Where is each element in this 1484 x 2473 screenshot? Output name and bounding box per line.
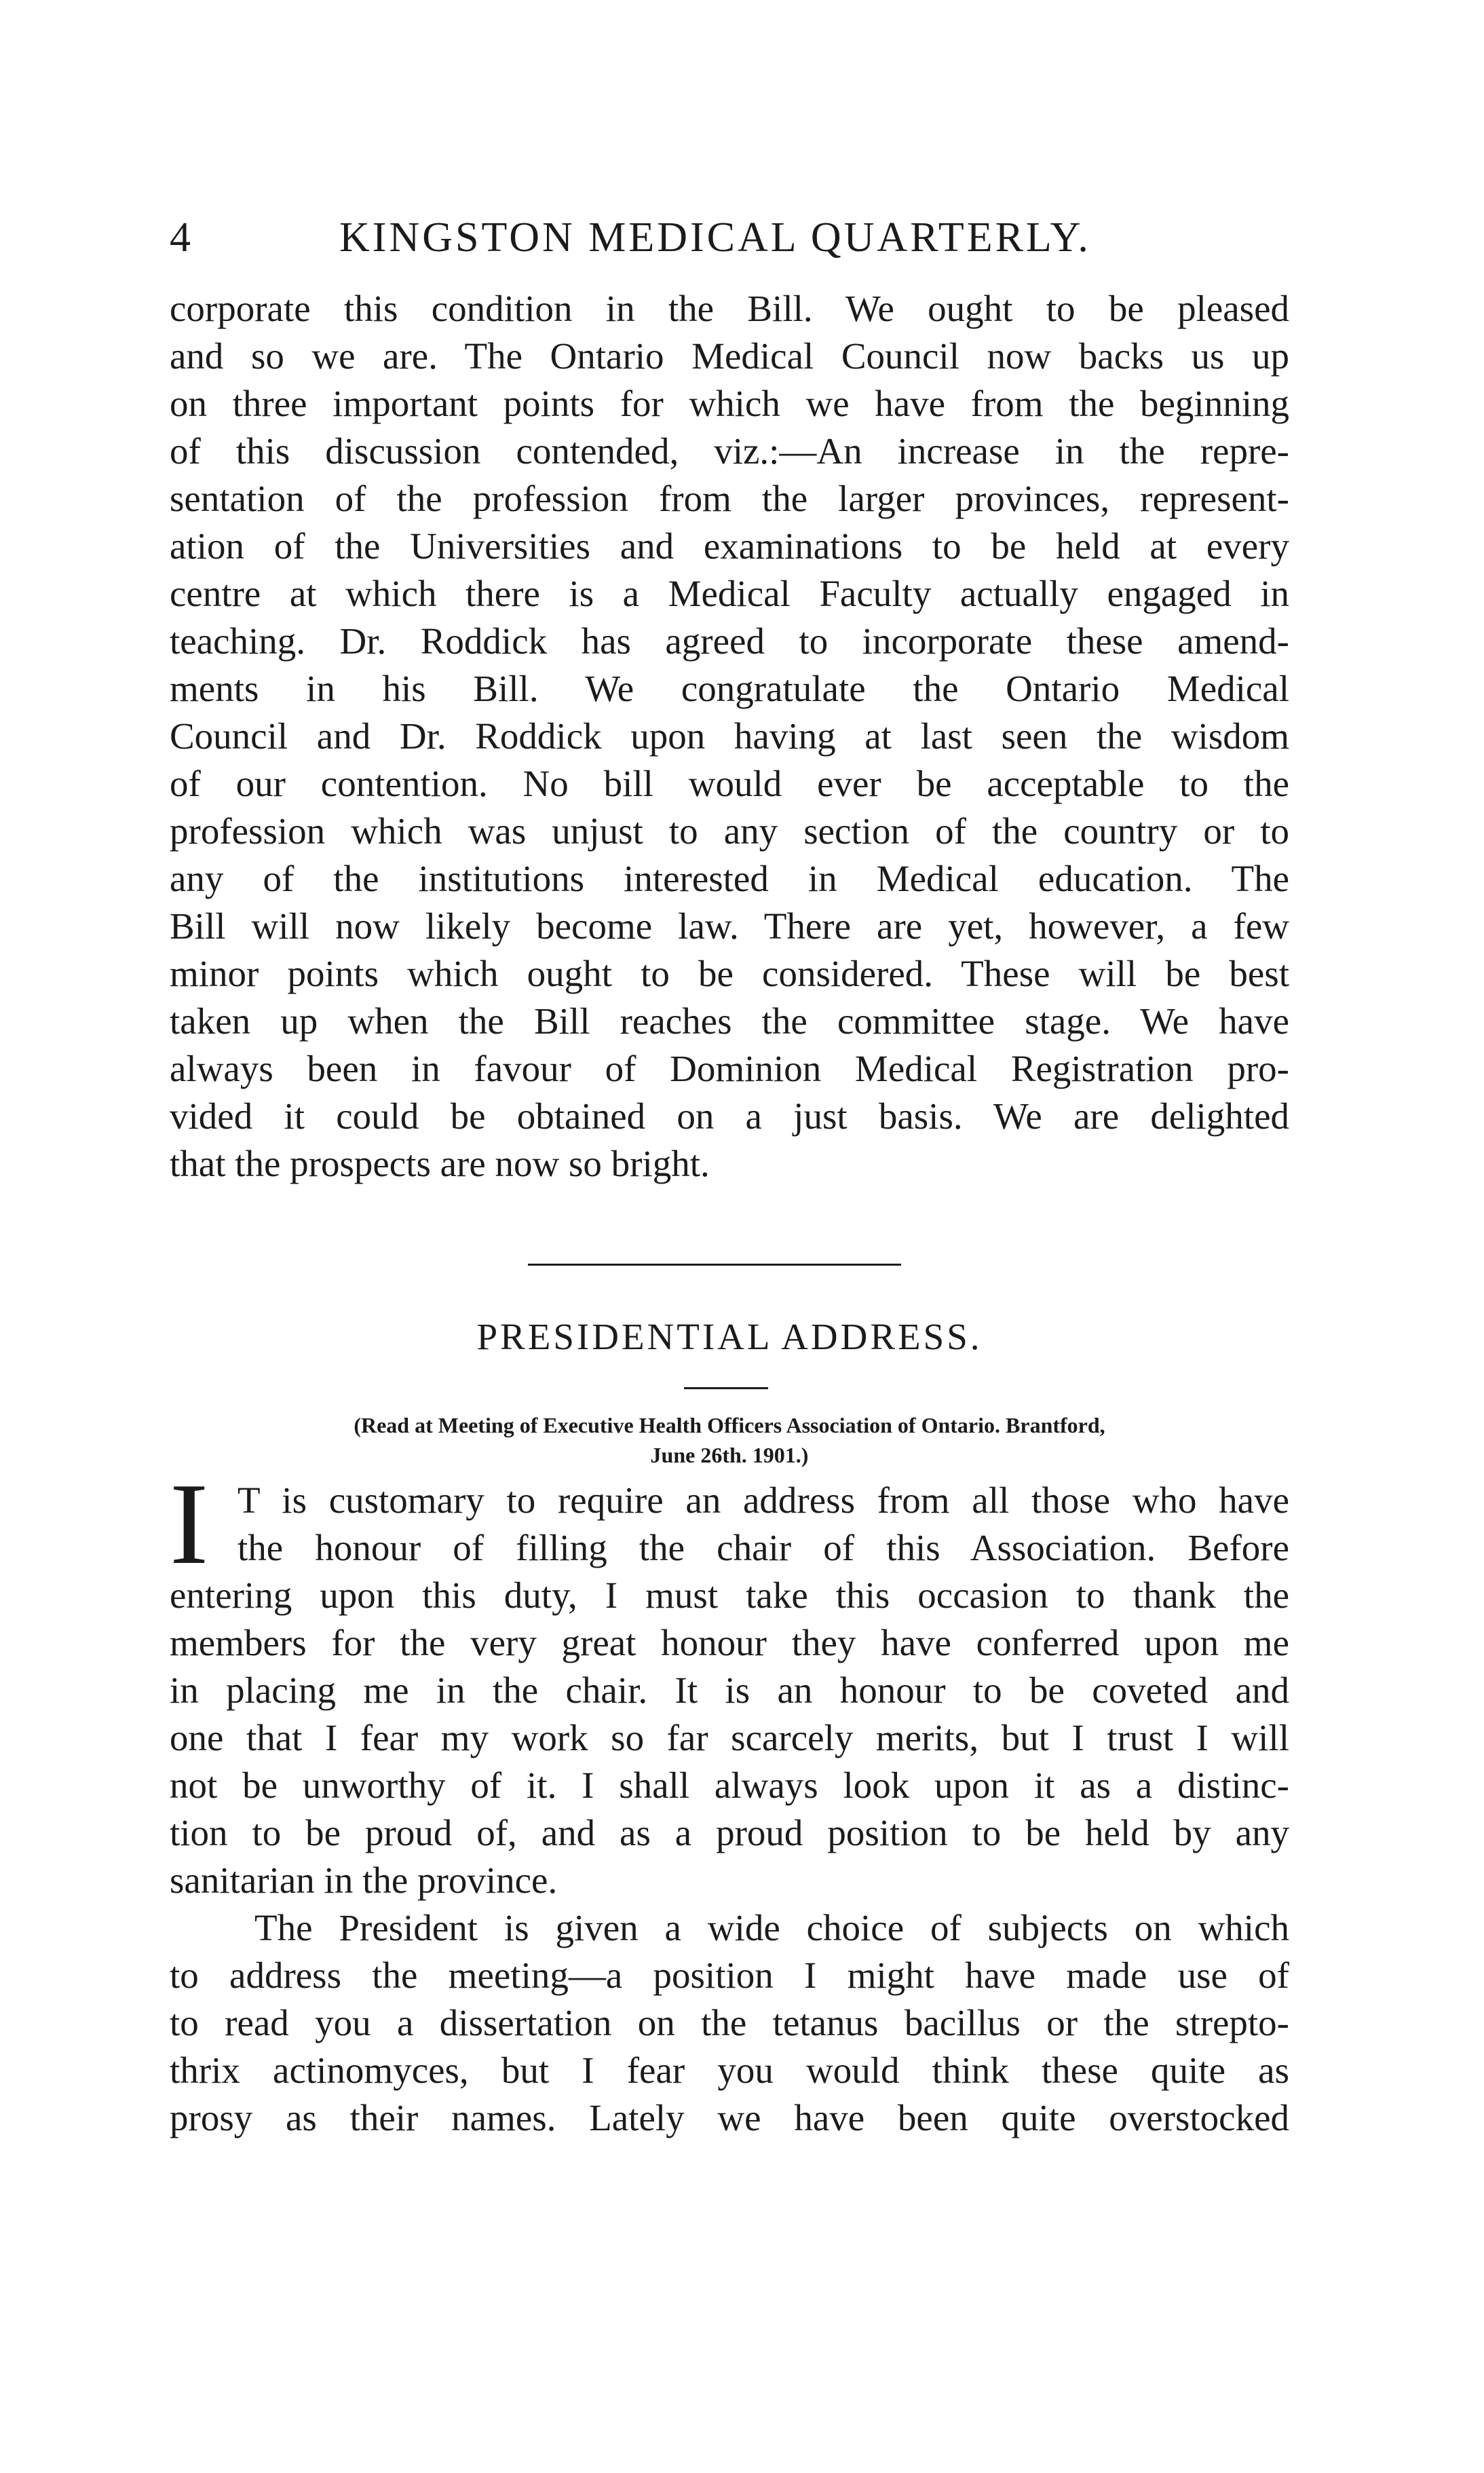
text-line: to read you a dissertation on the tetanus bacillus or the strepto- (170, 2002, 1289, 2043)
section-title: PRESIDENTIAL ADDRESS. (476, 1316, 983, 1357)
text-line: minor points which ought to be considered. These will be best (170, 953, 1289, 994)
text-line: ation of the Universities and examinations to be held at every (170, 525, 1289, 567)
text-line: always been in favour of Dominion Medical Registration pro- (170, 1048, 1289, 1089)
text-line: the honour of filling the chair of this Association. Before (237, 1527, 1289, 1568)
text-line: profession which was unjust to any section of the country or to (170, 810, 1289, 852)
text-line: taken up when the Bill reaches the committee stage. We have (170, 1000, 1289, 1042)
text-line: entering upon this duty, I must take this occasion to thank the (170, 1574, 1289, 1616)
text-line: Council and Dr. Roddick upon having at last seen the wisdom (170, 715, 1289, 757)
text-line: members for the very great honour they have conferred upon me (170, 1622, 1289, 1663)
address-opening-lines (237, 1477, 1289, 1572)
text-line: prosy as their names. Lately we have been quite overstocked (170, 2097, 1289, 2138)
address-byline (170, 1410, 1289, 1470)
text-line: that the prospects are now so bright. (170, 1143, 710, 1184)
text-line: of our contention. No bill would ever be acceptable to the (170, 763, 1289, 804)
text-line: tion to be proud of, and as a proud position to be held by any (170, 1812, 1289, 1853)
page-number: 4 (170, 214, 191, 261)
text-line: on three important points for which we have from the beginning (170, 383, 1289, 424)
page-header (170, 210, 1133, 265)
text-line: The President is given a wide choice of subjects on which (254, 1907, 1289, 1948)
text-line: sanitarian in the province. (170, 1860, 558, 1901)
text-line: any of the institutions interested in Medical education. The (170, 858, 1289, 899)
text-line: and so we are. The Ontario Medical Council now backs us up (170, 335, 1289, 377)
text-line: teaching. Dr. Roddick has agreed to incorporate these amend- (170, 620, 1289, 662)
text-line: centre at which there is a Medical Faculty actually engaged in (170, 573, 1289, 614)
text-line: in placing me in the chair. It is an honour to be coveted and (170, 1669, 1289, 1711)
text-line: T is customary to require an address from all those who have (237, 1479, 1289, 1521)
text-line: thrix actinomyces, but I fear you would think these quite as (170, 2050, 1289, 2091)
text-line: one that I fear my work so far scarcely merits, but I trust I will (170, 1717, 1289, 1758)
editorial-paragraph (170, 285, 1289, 1188)
text-line: corporate this condition in the Bill. We ought to be pleased (170, 288, 1289, 329)
byline-line: (Read at Meeting of Executive Health Officers Association of Ontario. Brantford, (354, 1413, 1105, 1437)
text-line: to address the meeting—a position I might have made use of (170, 1955, 1289, 1996)
byline-line: June 26th. 1901.) (650, 1443, 809, 1467)
text-line: of this discussion contended, viz.:—An increase in the repre- (170, 430, 1289, 472)
running-title: KINGSTON MEDICAL QUARTERLY. (339, 214, 1091, 261)
text-line: vided it could be obtained on a just basis. We are delighted (170, 1095, 1289, 1137)
text-line: ments in his Bill. We congratulate the Ontario Medical (170, 668, 1289, 709)
drop-cap: I (170, 1460, 209, 1589)
text-line: not be unworthy of it. I shall always look upon it as a distinc- (170, 1764, 1289, 1806)
section-divider (528, 1264, 901, 1266)
text-line: sentation of the profession from the larger provinces, represent- (170, 478, 1289, 519)
address-body (170, 1572, 1289, 2142)
text-line: Bill will now likely become law. There are yet, however, a few (170, 905, 1289, 947)
title-rule (684, 1387, 768, 1389)
